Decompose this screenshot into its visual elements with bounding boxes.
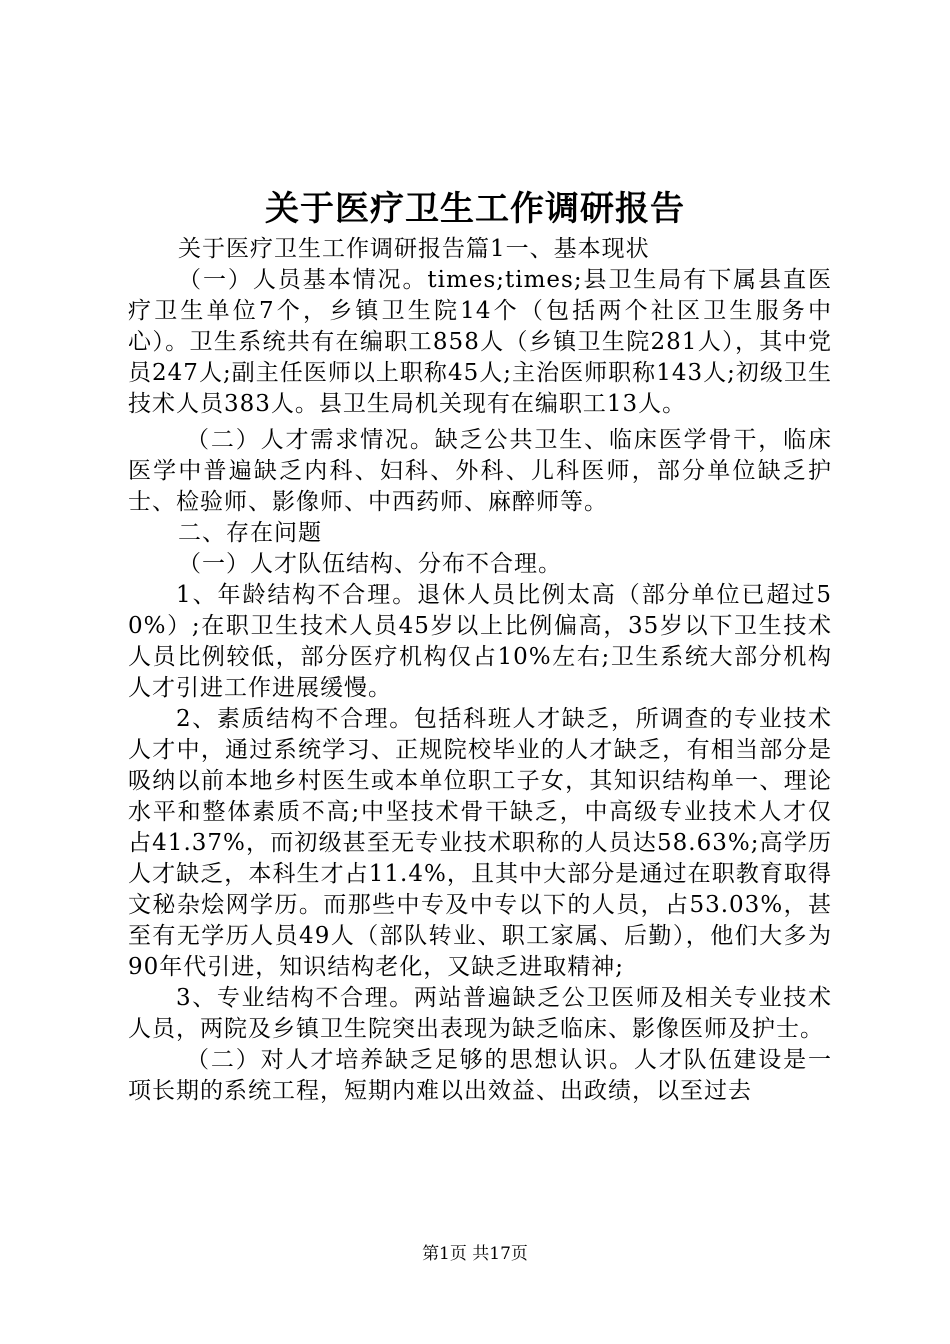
section-heading-problems: 二、存在问题 xyxy=(178,520,322,546)
paragraph-intro: 关于医疗卫生工作调研报告篇1一、基本现状 xyxy=(178,236,650,262)
page-number-footer: 第1页 共17页 xyxy=(422,1244,528,1264)
paragraph-personnel-basics: （一）人员基本情况。times;times;县卫生局有下属县直医疗卫生单位7个，乡镇卫生院14个（包括两个社区卫生服务中心）。卫生系统共有在编职工858人（乡镇卫生院281人），其中党员247人;副主任医师以上职称45人;主治医师职称143人;初级卫生技术人员383人。县卫生局机关现有在编职工13人。 xyxy=(128,267,832,417)
subheading-structure: （一）人才队伍结构、分布不合理。 xyxy=(178,551,562,577)
paragraph-quality-structure: 2、素质结构不合理。包括科班人才缺乏，所调查的专业技术人才中，通过系统学习、正规院校毕业的人才缺乏，有相当部分是吸纳以前本地乡村医生或本单位职工子女，其知识结构单一、理论水平和整体素质不高;中坚技术骨干缺乏，中高级专业技术人才仅占41.37%，而初级甚至无专业技术职称的人员达58.63%;高学历人才缺乏，本科生才占11.4%，且其中大部分是通过在职教育取得文秘杂烩网学历。而那些中专及中专以下的人员，占53.03%，甚至有无学历人员49人（部队转业、职工家属、后勤），他们大多为90年代引进，知识结构老化，又缺乏进取精神; xyxy=(128,706,832,980)
paragraph-specialty-structure: 3、专业结构不合理。两站普遍缺乏公卫医师及相关专业技术人员，两院及乡镇卫生院突出表现为缺乏临床、影像医师及护士。 xyxy=(128,985,832,1042)
document-title: 关于医疗卫生工作调研报告 xyxy=(265,189,685,229)
document-body xyxy=(128,234,832,1107)
paragraph-talent-demand: （二）人才需求情况。缺乏公共卫生、临床医学骨干，临床医学中普遍缺乏内科、妇科、外科、儿科医师，部分单位缺乏护士、检验师、影像师、中西药师、麻醉师等。 xyxy=(128,427,832,515)
paragraph-age-structure: 1、年龄结构不合理。退休人员比例太高（部分单位已超过50%）;在职卫生技术人员45岁以上比例偏高，35岁以下卫生技术人员比例较低，部分医疗机构仅占10%左右;卫生系统大部分机构人才引进工作进展缓慢。 xyxy=(128,582,832,701)
paragraph-training-awareness: （二）对人才培养缺乏足够的思想认识。人才队伍建设是一项长期的系统工程，短期内难以出效益、出政绩，以至过去 xyxy=(128,1047,832,1104)
